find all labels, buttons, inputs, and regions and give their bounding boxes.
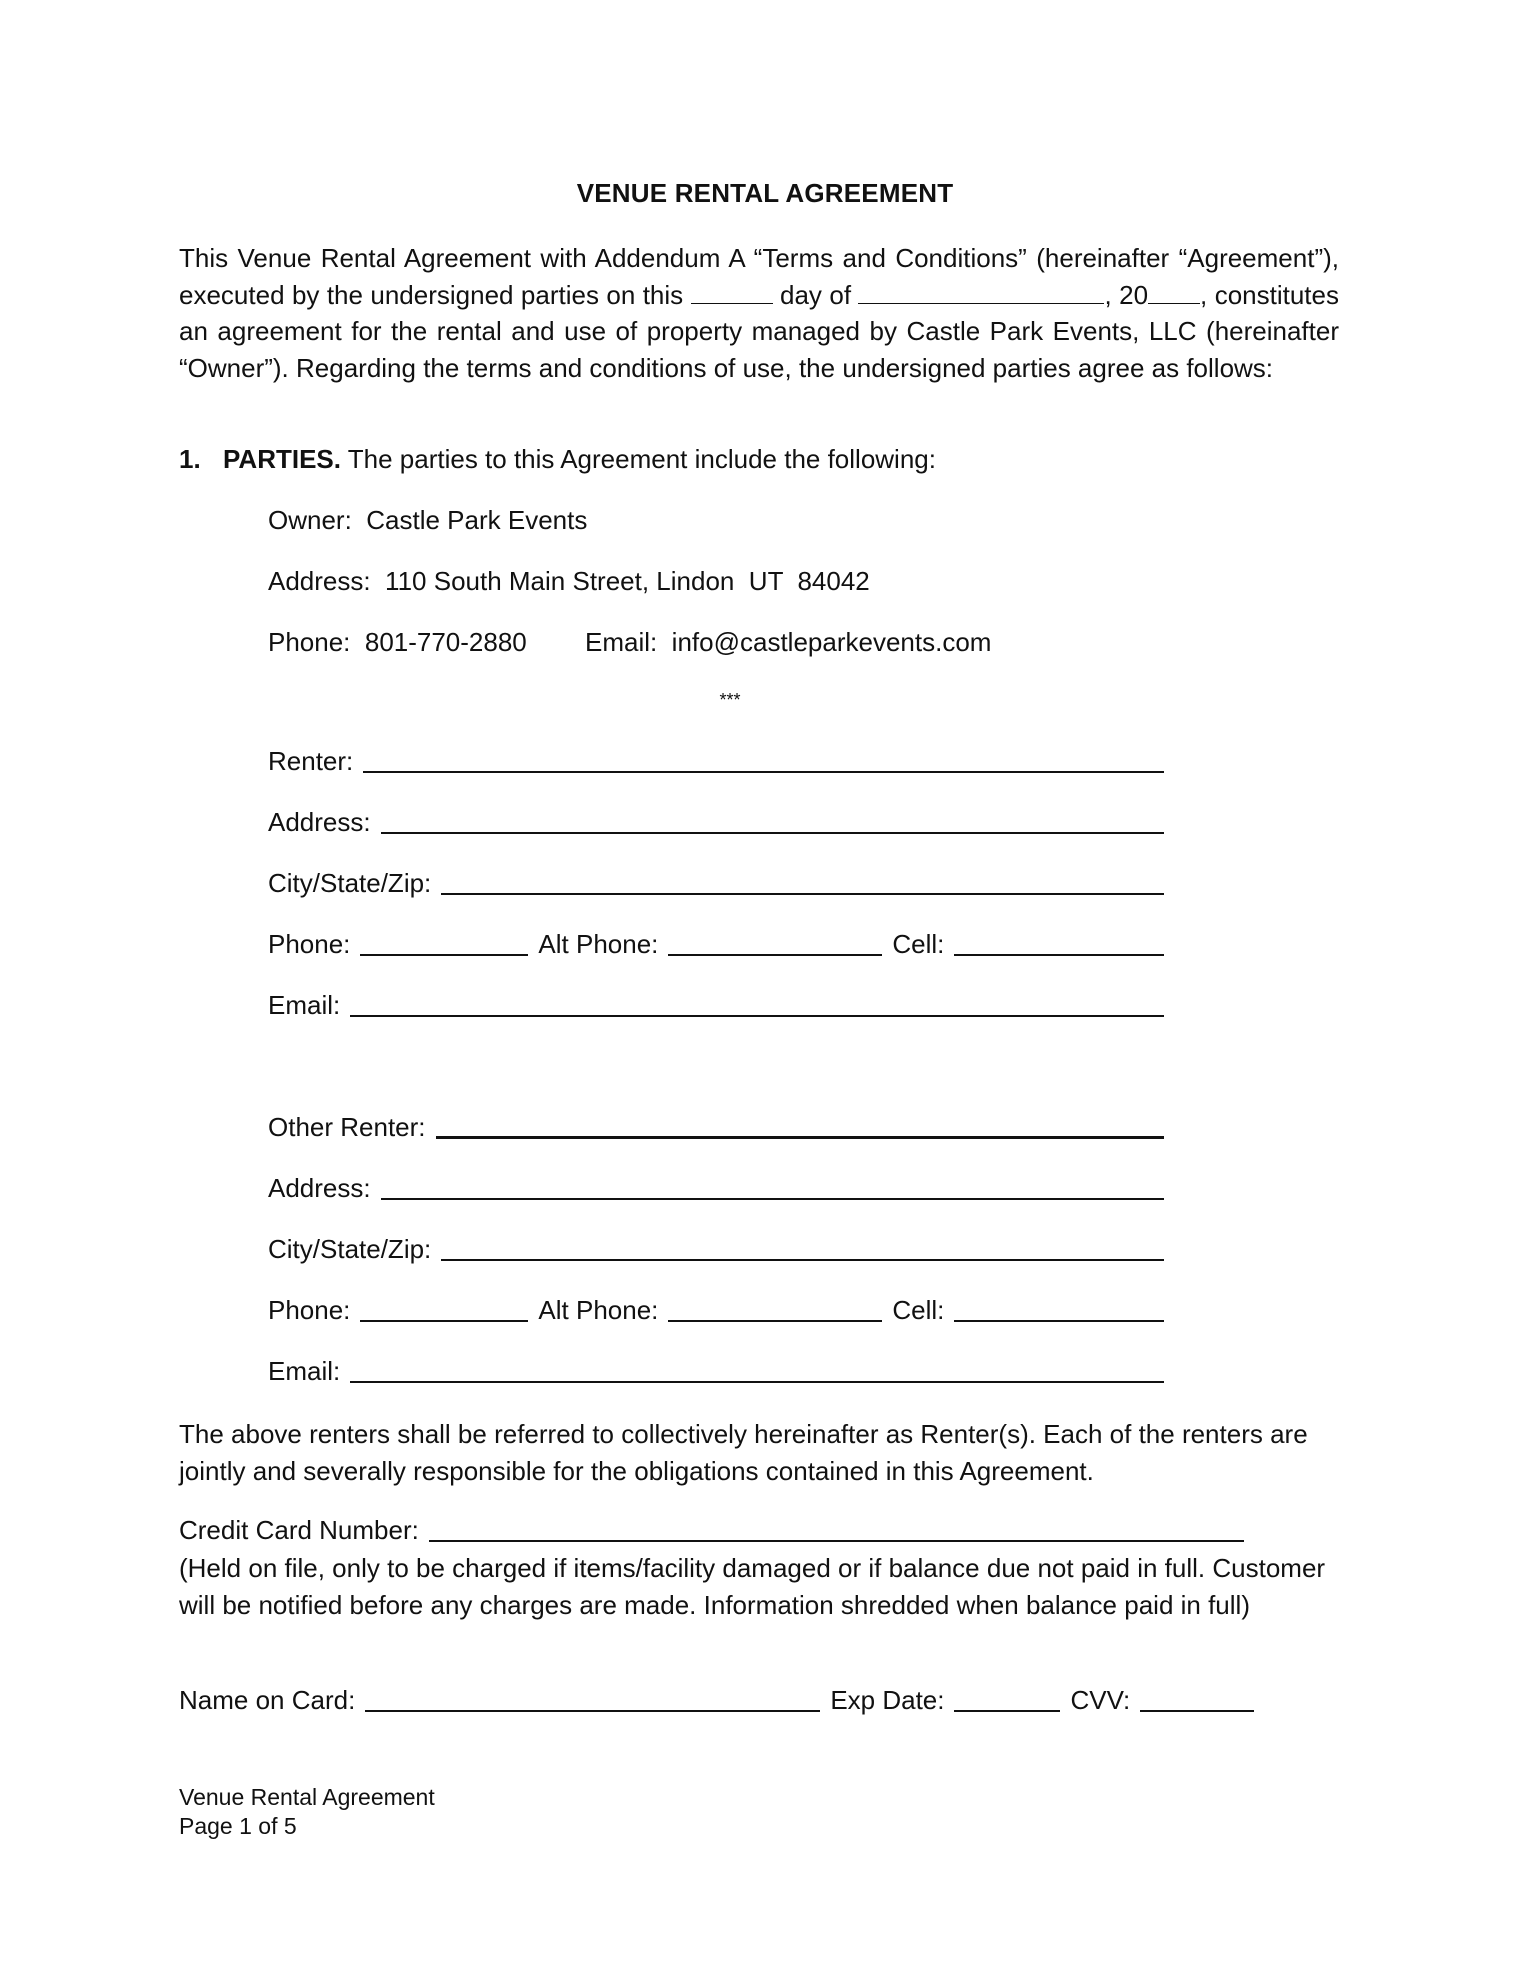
owner-email-line: Email: info@castleparkevents.com xyxy=(585,627,992,657)
other-renter-cell-field[interactable] xyxy=(954,1319,1164,1322)
page-footer xyxy=(179,1783,435,1841)
other-renter-city-row xyxy=(268,1233,1164,1265)
renter-address-label: Address: xyxy=(268,807,371,837)
renter-email-label: Email: xyxy=(268,990,341,1020)
other-renter-field[interactable] xyxy=(436,1135,1164,1139)
section-heading: PARTIES. xyxy=(223,444,341,474)
renter-cell-label: Cell: xyxy=(892,929,945,959)
separator: *** xyxy=(719,690,741,710)
other-renter-phone-label: Phone: xyxy=(268,1295,351,1325)
card-details-row xyxy=(179,1684,1254,1716)
day-blank[interactable] xyxy=(691,281,773,304)
credit-card-field[interactable] xyxy=(429,1539,1244,1542)
cvv-field[interactable] xyxy=(1140,1709,1254,1712)
other-renter-city-label: City/State/Zip: xyxy=(268,1234,432,1264)
other-renter-phone-field[interactable] xyxy=(360,1319,528,1322)
section-parties xyxy=(179,444,936,475)
renter-cell-field[interactable] xyxy=(954,953,1164,956)
section-number: 1. xyxy=(179,444,201,474)
owner-line: Owner: Castle Park Events xyxy=(268,505,588,535)
owner-address-line: Address: 110 South Main Street, Lindon UT 84042 xyxy=(268,566,870,596)
renter-row xyxy=(268,745,1164,777)
other-renter-address-row xyxy=(268,1172,1164,1204)
renter-email-field[interactable] xyxy=(350,1014,1164,1017)
other-renter-alt-phone-label: Alt Phone: xyxy=(538,1295,659,1325)
name-on-card-label: Name on Card: xyxy=(179,1685,356,1715)
other-renter-row xyxy=(268,1111,1164,1143)
credit-card-label: Credit Card Number: xyxy=(179,1515,419,1545)
month-blank[interactable] xyxy=(858,281,1104,304)
exp-date-label: Exp Date: xyxy=(830,1685,945,1715)
renter-address-row xyxy=(268,806,1164,838)
intro-text-3: , xyxy=(1104,279,1112,310)
renter-alt-phone-label: Alt Phone: xyxy=(538,929,659,959)
renter-city-field[interactable] xyxy=(441,892,1164,895)
renter-city-row xyxy=(268,867,1164,899)
other-renter-email-field[interactable] xyxy=(350,1380,1164,1383)
cvv-label: CVV: xyxy=(1070,1685,1131,1715)
intro-text-4: 20 xyxy=(1119,279,1149,310)
renter-phone-row xyxy=(268,928,1164,960)
renter-address-field[interactable] xyxy=(381,831,1164,834)
other-renter-address-field[interactable] xyxy=(381,1197,1164,1200)
year-blank[interactable] xyxy=(1148,281,1200,304)
other-renter-cell-label: Cell: xyxy=(892,1295,945,1325)
section-text: The parties to this Agreement include the following: xyxy=(347,444,936,474)
renters-note: The above renters shall be referred to collectively hereinafter as Renter(s). Each of the renters are jointly and severally responsible for the obligations contained in this Agreement. xyxy=(179,1419,1308,1486)
other-renter-label: Other Renter: xyxy=(268,1112,426,1142)
renter-phone-label: Phone: xyxy=(268,929,351,959)
other-renter-address-label: Address: xyxy=(268,1173,371,1203)
renter-city-label: City/State/Zip: xyxy=(268,868,432,898)
intro-text-1: This Venue Rental Agreement with Addendum A “Terms and Conditions” (hereinafter “Agreement”), executed by the undersigned parties on this xyxy=(179,243,1339,310)
owner-phone-line: Phone: 801-770-2880 xyxy=(268,627,527,657)
renter-label: Renter: xyxy=(268,746,354,776)
renter-phone-field[interactable] xyxy=(360,953,528,956)
document-title: VENUE RENTAL AGREEMENT xyxy=(576,178,954,208)
renter-email-row xyxy=(268,989,1164,1021)
other-renter-email-row xyxy=(268,1355,1164,1387)
other-renter-alt-phone-field[interactable] xyxy=(668,1319,882,1322)
footer-doc-name: Venue Rental Agreement xyxy=(179,1784,435,1810)
renter-field[interactable] xyxy=(363,770,1164,773)
intro-text-2: day of xyxy=(780,279,852,310)
credit-card-note: (Held on file, only to be charged if items/facility damaged or if balance due not paid in full. Customer will be notified before any charges are made. Information shredded when balance paid in full) xyxy=(179,1553,1326,1620)
footer-page-number: Page 1 of 5 xyxy=(179,1813,297,1839)
intro-paragraph xyxy=(179,240,1339,386)
credit-card-row xyxy=(179,1514,1244,1546)
other-renter-city-field[interactable] xyxy=(441,1258,1164,1261)
exp-date-field[interactable] xyxy=(954,1709,1060,1712)
name-on-card-field[interactable] xyxy=(365,1709,820,1712)
other-renter-phone-row xyxy=(268,1294,1164,1326)
intro-text-5: , constitutes an agreement for the rental and use of property managed by Castle Park Events, LLC (hereinafter “Owner”). Regarding the terms and conditions of use, the undersigned parties agree as follows: xyxy=(179,279,1339,383)
renter-alt-phone-field[interactable] xyxy=(668,953,882,956)
other-renter-email-label: Email: xyxy=(268,1356,341,1386)
